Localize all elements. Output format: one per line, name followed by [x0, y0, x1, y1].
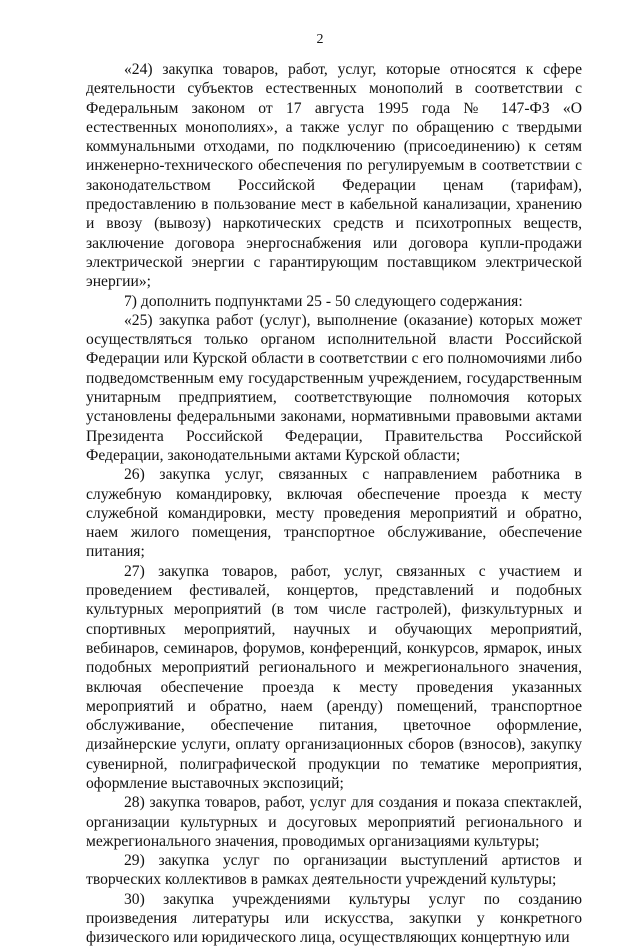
- paragraph-item-26: 26) закупка услуг, связанных с направлением работника в служебную командировку, включая обеспечение проезда к месту служебной командировки, месту проведения мероприятий и обратно, наем жилого помещения, транспортное обслуживание, обеспечение питания;: [86, 466, 582, 561]
- document-body: [86, 60, 582, 948]
- paragraph-item-30: 30) закупка учреждениями культуры услуг по созданию произведения литературы или искусства, закупки у конкретного физического или юридического лица, осуществляющих концертную или: [86, 890, 582, 947]
- paragraph-item-24: «24) закупка товаров, работ, услуг, которые относятся к сфере деятельности субъектов естественных монополий в соответствии с Федеральным законом от 17 августа 1995 года № 147-ФЗ «О естественных монополиях», а также услуг по обращению с твердыми коммунальными отходами, по подключению (присоединению) к сетям инженерно-технического обеспечения по регулируемым в соответствии с законодательством Российской Федерации ценам (тарифам), предоставлению в пользование мест в кабельной канализации, хранению и ввозу (вывозу) наркотических средств и психотропных веществ, заключение договора энергоснабжения или договора купли-продажи электрической энергии с гарантирующим поставщиком электрической энергии»;: [86, 61, 582, 291]
- paragraph-amendment-7: 7) дополнить подпунктами 25 - 50 следующего содержания:: [124, 292, 523, 310]
- paragraph-item-25: «25) закупка работ (услуг), выполнение (оказание) которых может осуществляться только органом исполнительной власти Российской Федерации или Курской области в соответствии с его полномочиями либо подведомственным ему государственным учреждением, государственным унитарным предприятием, соответствующие полномочия которых установлены федеральными законами, нормативными правовыми актами Президента Российской Федерации, Правительства Российской Федерации, законодательными актами Курской области;: [86, 311, 582, 464]
- paragraph-item-28: 28) закупка товаров, работ, услуг для создания и показа спектаклей, организации культурных и досуговых мероприятий регионального и межрегионального значения, проводимых организациями культуры;: [86, 794, 582, 850]
- paragraph-item-29: 29) закупка услуг по организации выступлений артистов и творческих коллективов в рамках деятельности учреждений культуры;: [86, 852, 582, 889]
- paragraph-item-27: 27) закупка товаров, работ, услуг, связанных с участием и проведением фестивалей, концертов, представлений и подобных культурных мероприятий (в том числе гастролей), физкультурных и спортивных мероприятий, научных и обучающих мероприятий, вебинаров, семинаров, форумов, конференций, конкурсов, ярмарок, иных подобных мероприятий регионального и межрегионального значения, включая обеспечение проезда к месту проведения указанных мероприятий и обратно, наем (аренду) помещений, транспортное обслуживание, обеспечение питания, цветочное оформление, дизайнерские услуги, оплату организационных сборов (взносов), закупку сувенирной, полиграфической продукции по тематике мероприятия, оформление выставочных экспозиций;: [86, 562, 582, 792]
- page-number: 2: [316, 32, 324, 47]
